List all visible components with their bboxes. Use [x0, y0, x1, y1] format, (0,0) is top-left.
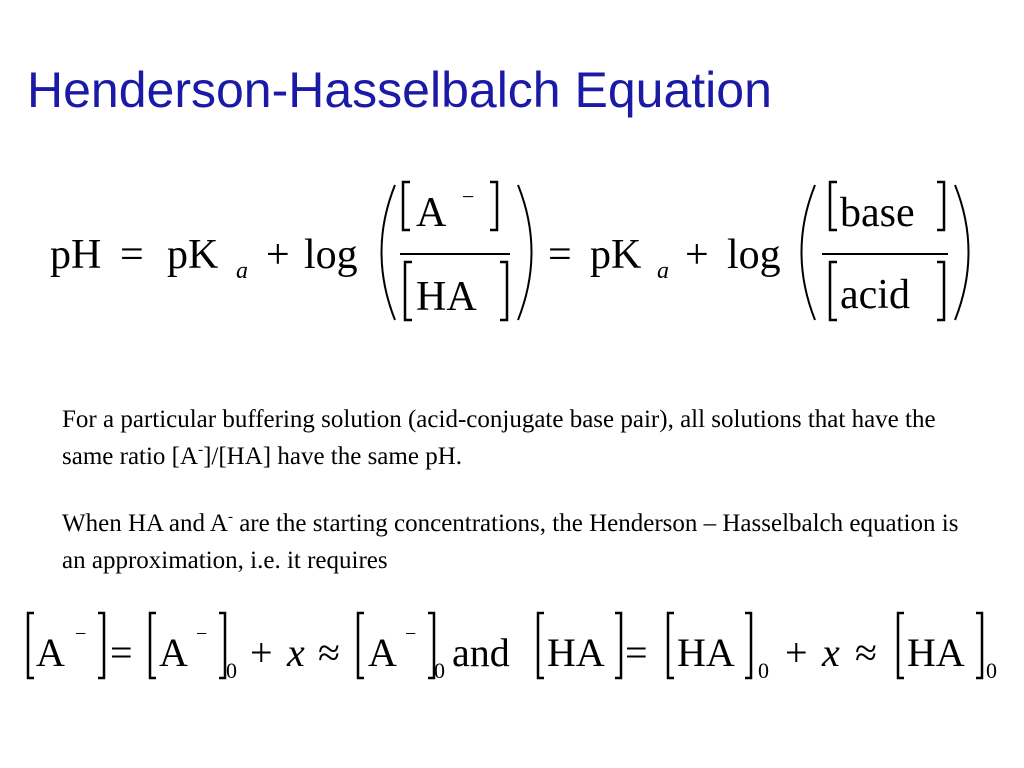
eq2-minus-sup-1: − — [75, 623, 87, 645]
eq2-bracket-l-1 — [28, 613, 34, 678]
eq-right-paren-2 — [955, 185, 969, 320]
eq-num1-a: A — [416, 190, 447, 236]
eq2-bracket-l-5 — [668, 613, 674, 678]
eq2-bracket-r-1 — [98, 613, 104, 678]
eq-den2-acid: acid — [840, 272, 910, 318]
paragraph2-minus-sup: - — [227, 509, 233, 525]
eq-den1-ha: HA — [416, 274, 477, 320]
eq-bracket-left-den2 — [830, 262, 837, 320]
eq2-equals-2: = — [625, 630, 648, 675]
eq2-sub-0-4: 0 — [986, 658, 997, 683]
eq2-ha-1: HA — [547, 630, 605, 675]
eq2-bracket-l-6 — [898, 613, 904, 678]
eq2-minus-sup-3: − — [405, 623, 417, 645]
eq2-bracket-r-6 — [976, 613, 982, 678]
eq-left-paren-1 — [382, 185, 396, 320]
eq-pk-2: pK — [590, 232, 642, 278]
eq2-sub-0-3: 0 — [758, 658, 769, 683]
slide-title: Henderson-Hasselbalch Equation — [27, 62, 772, 118]
eq-pk-1: pK — [167, 232, 219, 278]
eq2-a-2: A — [159, 630, 188, 675]
eq-log-1: log — [304, 232, 358, 278]
eq2-bracket-l-4 — [538, 613, 544, 678]
paragraph2-text-a: When HA and A — [62, 510, 228, 537]
eq-num2-base: base — [840, 190, 915, 236]
eq2-x-2: x — [822, 630, 840, 675]
approximation-equation — [0, 598, 1024, 698]
eq2-a-3: A — [368, 630, 397, 675]
eq-equals-1: = — [120, 232, 144, 278]
eq2-sub-0-1: 0 — [226, 658, 237, 683]
eq-right-paren-1 — [518, 185, 532, 320]
eq2-plus-1: + — [250, 630, 273, 675]
paragraph-buffer-ratio — [62, 401, 982, 475]
paragraph1-minus-sup: - — [198, 442, 204, 458]
eq-bracket-left-num2 — [830, 182, 837, 230]
eq2-approx-1: ≈ — [318, 630, 340, 675]
paragraph-approximation — [62, 505, 982, 579]
eq2-equals-1: = — [110, 630, 133, 675]
eq-bracket-right-den1 — [500, 262, 507, 320]
eq-bracket-left-den1 — [405, 262, 412, 320]
eq2-plus-2: + — [785, 630, 808, 675]
eq2-sub-0-2: 0 — [434, 658, 445, 683]
eq-left-paren-2 — [802, 185, 816, 320]
eq2-x-1: x — [287, 630, 305, 675]
eq-equals-2: = — [548, 232, 572, 278]
eq-log-2: log — [727, 232, 781, 278]
eq-bracket-right-den2 — [937, 262, 944, 320]
eq-pka-sub-2: a — [657, 258, 669, 284]
eq2-ha-2: HA — [677, 630, 735, 675]
paragraph1-text-b: ]/[HA] have the same pH. — [203, 443, 462, 470]
paragraph2-text-b: are the starting concentrations, the Henderson – Hasselbalch equation is an approximation, i.e. it requires — [62, 510, 959, 574]
eq2-and: and — [452, 630, 510, 675]
eq-pka-sub-1: a — [236, 258, 248, 284]
eq2-approx-2: ≈ — [855, 630, 877, 675]
eq-ph: pH — [50, 232, 102, 278]
paragraph1-text-a: For a particular buffering solution (acid-conjugate base pair), all solutions that have the same ratio [A — [62, 406, 936, 470]
eq2-bracket-r-5 — [745, 613, 751, 678]
eq2-minus-sup-2: − — [196, 623, 208, 645]
henderson-hasselbalch-equation — [0, 170, 1024, 330]
eq-bracket-right-num2 — [937, 182, 944, 230]
eq2-ha-3: HA — [907, 630, 965, 675]
eq2-a-1: A — [36, 630, 65, 675]
eq2-bracket-l-3 — [358, 613, 364, 678]
eq-num1-minus-sup: − — [462, 184, 475, 209]
eq2-bracket-r-2 — [219, 613, 225, 678]
eq-bracket-right-num1 — [490, 182, 497, 230]
eq2-bracket-r-4 — [615, 613, 621, 678]
eq-plus-1: + — [266, 232, 290, 278]
eq2-bracket-l-2 — [150, 613, 156, 678]
eq-plus-2: + — [685, 232, 709, 278]
eq-bracket-left-num1 — [403, 182, 410, 230]
